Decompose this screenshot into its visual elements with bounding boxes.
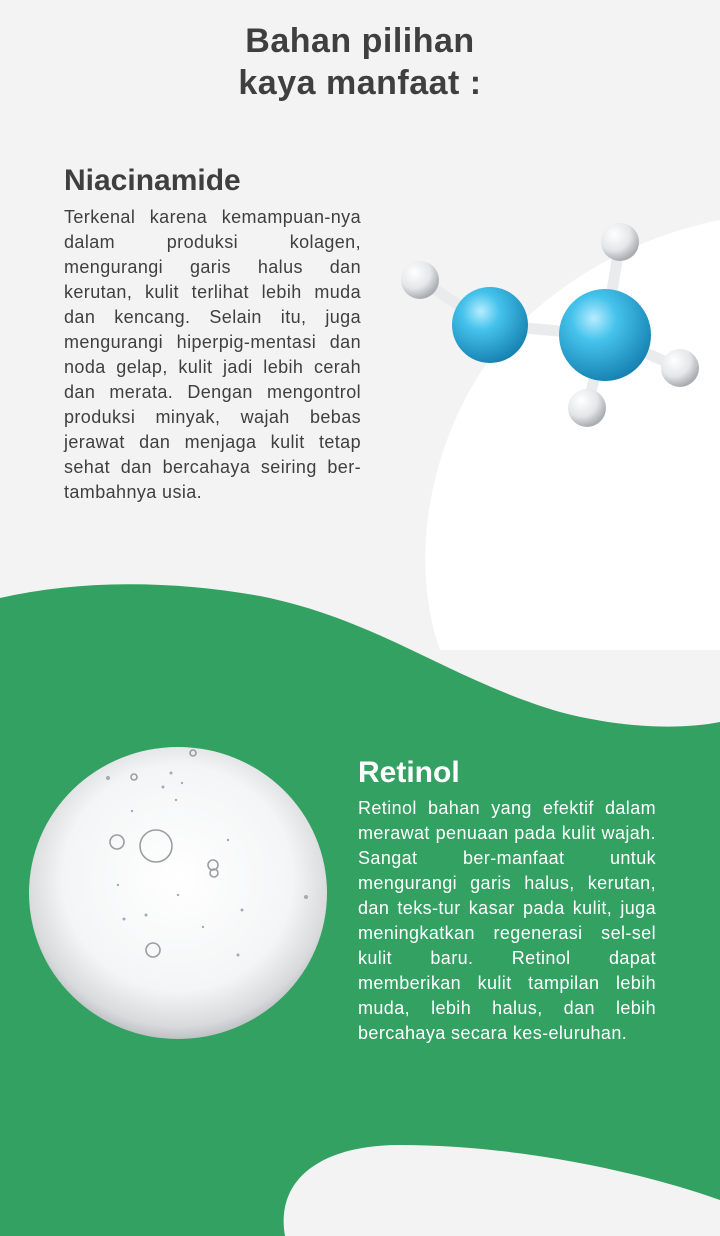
hydrogen-atom: [661, 349, 699, 387]
carbon-atom: [559, 289, 651, 381]
page-heading: [0, 20, 720, 104]
heading-line-1: Bahan pilihan: [245, 22, 475, 60]
niacinamide-title: Niacinamide: [64, 164, 241, 197]
carbon-atom: [452, 287, 528, 363]
retinol-title: Retinol: [358, 756, 460, 789]
heading-line-2: kaya manfaat :: [238, 64, 482, 102]
niacinamide-description: Terkenal karena kemampuan-nya dalam produksi kolagen, mengurangi garis halus dan kerutan, kulit terlihat lebih muda dan kencang. Selain itu, juga mengurangi hiperpig-mentasi dan noda gelap, kulit jadi lebih cerah dan merata. Dengan mengontrol produksi minyak, wajah bebas jerawat dan menjaga kulit tetap sehat dan bercahaya seiring ber-tambahnya usia.: [64, 207, 361, 502]
molecule-icon: [395, 220, 705, 440]
hydrogen-atom: [568, 389, 606, 427]
hydrogen-atom: [401, 261, 439, 299]
retinol-description: Retinol bahan yang efektif dalam merawat penuaan pada kulit wajah. Sangat ber-manfaat untuk mengurangi garis halus, kerutan, dan teks-tur kasar pada kulit, juga meningkatkan regenerasi sel-sel kulit baru. Retinol dapat memberikan kulit tampilan lebih muda, lebih halus, dan lebih bercahaya secara kes-eluruhan.: [358, 798, 656, 1043]
serum-drop-icon: [28, 745, 328, 1040]
hydrogen-atom: [601, 223, 639, 261]
